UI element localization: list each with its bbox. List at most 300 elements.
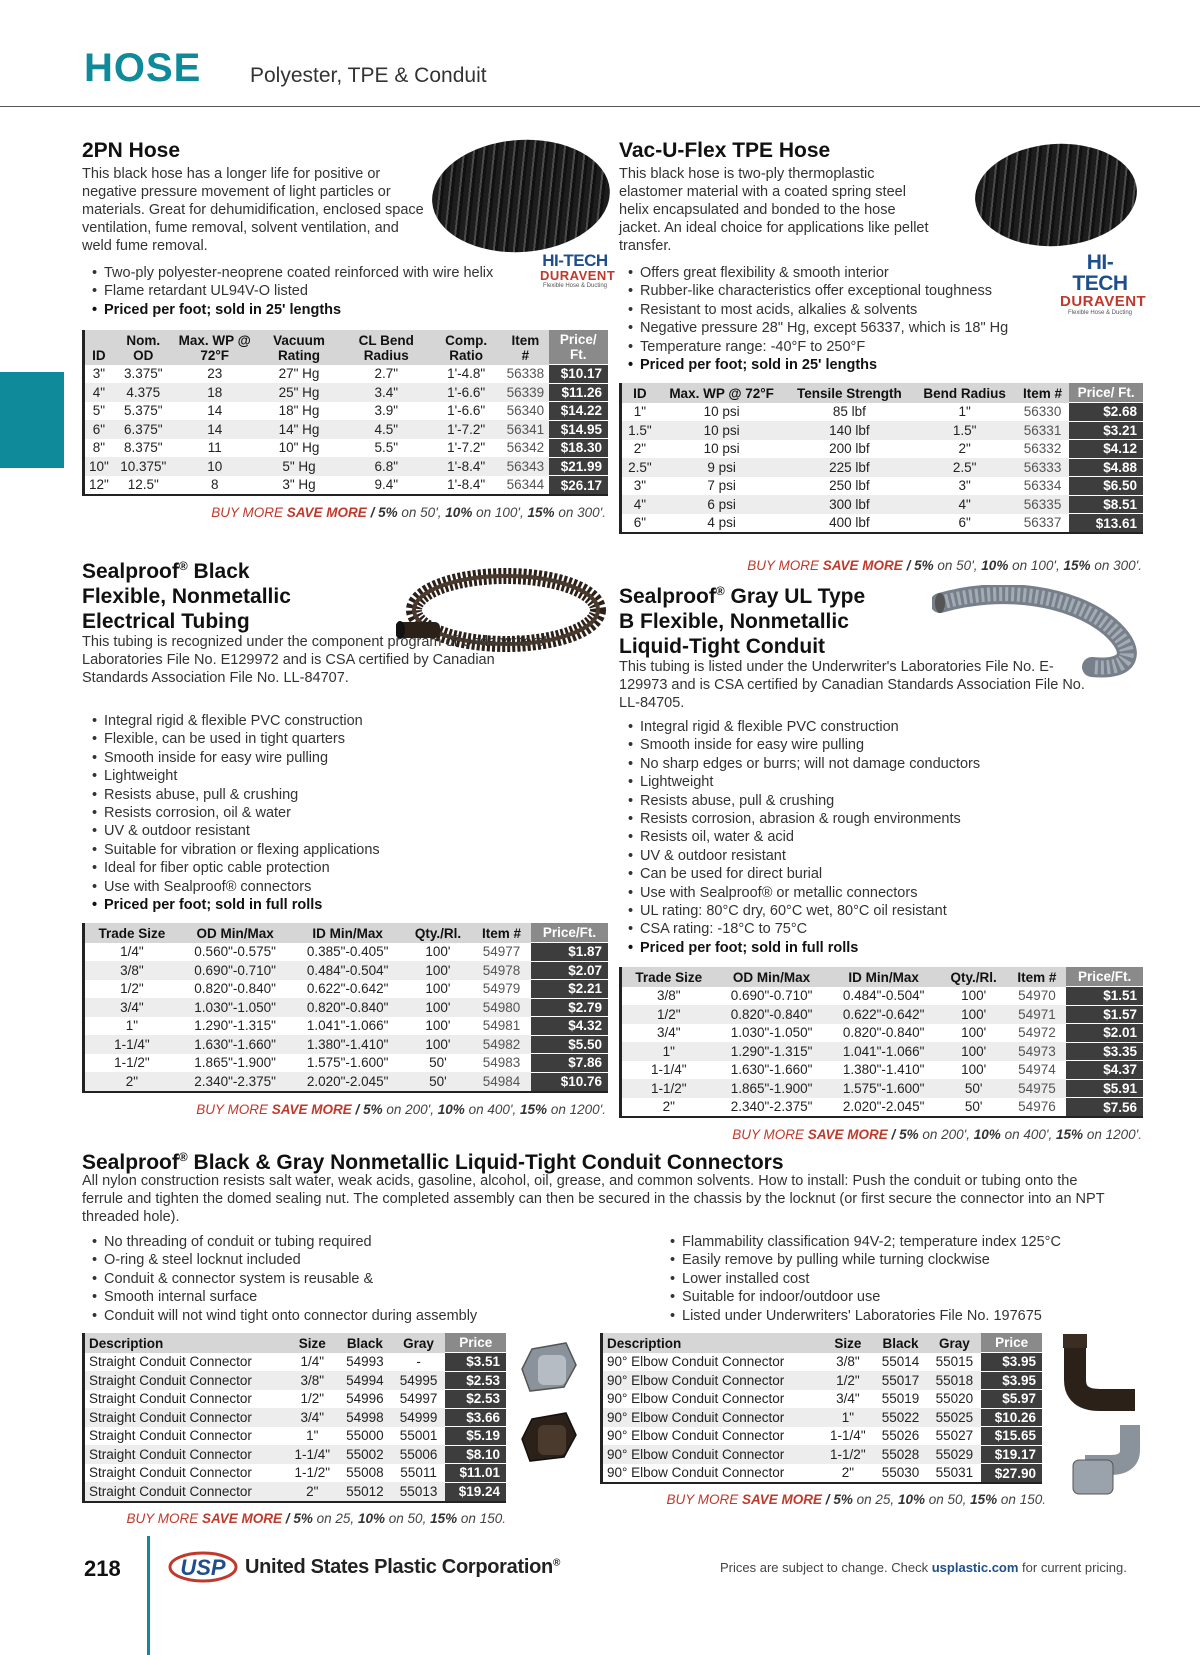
buy-more-sealproof-black: BUY MORE SAVE MORE / 5% on 200', 10% on 400', 15% on 1200'. (196, 1102, 606, 1117)
page-subtitle: Polyester, TPE & Conduit (250, 64, 487, 87)
table-cell: 5.375" (124, 403, 163, 419)
table-cell: 100' (425, 1018, 451, 1034)
table-row (85, 365, 608, 384)
table-cell: 1'-7.2" (430, 420, 502, 439)
price-cell: $6.50 (1069, 477, 1143, 496)
hose-vacuflex-image (972, 138, 1141, 251)
table-2pn-hose (82, 330, 608, 496)
table-cell: 3.375" (124, 366, 163, 382)
buy-more-elbow: BUY MORE SAVE MORE / 5% on 25, 10% on 50, 15% on 150. (666, 1492, 1046, 1507)
price-cell: $2.07 (531, 961, 608, 980)
table-cell: 4.375 (113, 383, 174, 402)
table-header-cell: Max. WP @ 72°F (658, 383, 786, 403)
bullets-sealproof-black (92, 712, 512, 914)
table-cell: 6.8" (342, 457, 430, 476)
price-cell: $5.50 (531, 1035, 608, 1054)
bullet-item: • Smooth inside for easy wire pulling (92, 749, 512, 767)
table-cell: 1.030"-1.050" (179, 998, 292, 1017)
price-cell: $15.65 (981, 1427, 1042, 1446)
table-cell: 90° Elbow Conduit Connector (607, 1428, 785, 1444)
table-header-cell: Size (287, 1333, 338, 1353)
table-cell: 54971 (1008, 1005, 1067, 1024)
hose-2pn-image (428, 134, 613, 258)
bullet-item: • Resists corrosion, oil & water (92, 804, 512, 822)
bullet-item: • Lightweight (628, 773, 1098, 791)
table-row (622, 1098, 1143, 1117)
table-cell: 56333 (1016, 458, 1069, 477)
table-row (622, 403, 1143, 422)
table-header-cell: Gray (927, 1333, 981, 1353)
bullet-item: • Flame retardant UL94V-O listed (92, 282, 572, 300)
table-row (85, 1371, 506, 1390)
table-row (85, 1445, 506, 1464)
table-cell: 1.290"-1.315" (716, 1042, 828, 1061)
table-cell: 55008 (346, 1465, 384, 1481)
pricing-note: Prices are subject to change. Check usplastic.com for current pricing. (720, 1560, 1127, 1575)
table-row (603, 1445, 1042, 1464)
bullet-item: • Flexible, can be used in tight quarters (92, 730, 512, 748)
table-row (622, 458, 1143, 477)
table-header-cell: Description (85, 1333, 287, 1353)
table-cell: 5.5" (374, 440, 399, 456)
bullet-item: • UL rating: 80°C dry, 60°C wet, 80°C oil resistant (628, 902, 1098, 920)
table-cell: 56343 (502, 457, 548, 476)
price-cell: $21.99 (549, 457, 608, 476)
table-cell: 55028 (874, 1445, 928, 1464)
table-cell: 14 (207, 403, 223, 419)
table-cell: 1" (958, 404, 971, 420)
table-cell: 1.865"-1.900" (194, 1055, 276, 1071)
table-header-cell: ID Min/Max (291, 923, 404, 943)
table-cell: 55014 (881, 1354, 920, 1370)
table-row (622, 1079, 1143, 1098)
table-cell: 56337 (1023, 515, 1062, 531)
table-cell: 6" (633, 515, 647, 531)
table-cell: 9 psi (658, 458, 786, 477)
table-cell: 2" (662, 1099, 675, 1115)
table-cell: 27" Hg (278, 366, 320, 382)
table-header-cell: Price/ Ft. (549, 330, 608, 365)
table-cell: 55022 (874, 1408, 928, 1427)
table-row (85, 457, 608, 476)
section-desc-sealproof-gray: This tubing is listed under the Underwriter's Laboratories File No. E-129973 and is CSA certified by Canadian Standards Association File No. LL-84705. (619, 659, 1085, 711)
table-row (85, 1353, 506, 1372)
table-cell: 1-1/2" (622, 1079, 716, 1098)
table-header-cell: ID (85, 330, 113, 365)
table-cell: 1.380"-1.410" (291, 1035, 404, 1054)
table-header-cell: Bend Radius (913, 383, 1016, 403)
buy-more-straight: BUY MORE SAVE MORE / 5% on 25, 10% on 50, 15% on 150. (126, 1511, 506, 1526)
price-cell: $8.51 (1069, 495, 1143, 514)
table-cell: 0.385"-0.405" (306, 944, 389, 960)
table-cell: 55006 (392, 1445, 446, 1464)
table-cell: 3/8" (85, 961, 179, 980)
table-header-cell: Nom. OD (113, 330, 174, 365)
table-row (85, 1427, 506, 1446)
table-cell: 100' (940, 1005, 1008, 1024)
table-cell: 54993 (346, 1354, 384, 1370)
table-cell: 90° Elbow Conduit Connector (603, 1445, 822, 1464)
table-cell: 55019 (881, 1391, 920, 1407)
table-cell: 54979 (482, 981, 521, 997)
table-cell: 3" (92, 366, 106, 382)
bullet-item: • Smooth internal surface (92, 1288, 572, 1306)
table-row (85, 1054, 608, 1073)
table-cell: 50' (404, 1072, 472, 1091)
price-cell: $8.10 (445, 1445, 506, 1464)
table-cell: 6" (958, 515, 971, 531)
bullet-item: • Two-ply polyester-neoprene coated reinforced with wire helix (92, 264, 572, 282)
table-cell: 50' (964, 1099, 983, 1115)
table-row (85, 476, 608, 495)
spec-table (622, 967, 1143, 1116)
table-cell: 23 (207, 366, 223, 382)
buy-more-vacuflex: BUY MORE SAVE MORE / 5% on 50', 10% on 100', 15% on 300'. (747, 558, 1142, 573)
bullet-item: • Resists abuse, pull & crushing (628, 792, 1098, 810)
section-desc-sealproof-black: This tubing is recognized under the component program of Underwriters' Laboratories File No. E129972 and is CSA certified by Canadian Standards Association File No. LL-84707. (82, 634, 547, 686)
table-row (622, 477, 1143, 496)
table-row (603, 1464, 1042, 1483)
table-cell: 2.020"-2.045" (291, 1072, 404, 1091)
table-cell: 9.4" (374, 477, 399, 493)
table-cell: 1'-6.6" (430, 383, 502, 402)
bullet-item: • Suitable for vibration or flexing applications (92, 841, 512, 859)
bullet-item: • Integral rigid & flexible PVC construction (628, 718, 1098, 736)
price-cell: $11.01 (445, 1464, 506, 1483)
table-header-cell: Price (981, 1333, 1042, 1353)
table-row (85, 402, 608, 421)
usp-logo (168, 1551, 238, 1583)
table-cell: 140 lbf (785, 421, 913, 440)
table-header-cell: Price/Ft. (531, 923, 608, 943)
table-cell: 18 (174, 383, 256, 402)
price-cell: $3.95 (981, 1371, 1042, 1390)
bullet-item-pricing: • Priced per foot; sold in full rolls (92, 896, 512, 914)
bullet-item: • No sharp edges or burrs; will not damage conductors (628, 755, 1098, 773)
website-link[interactable]: usplastic.com (931, 1560, 1019, 1575)
table-cell: 56334 (1023, 478, 1062, 494)
table-header-cell: Item # (1016, 383, 1069, 403)
table-cell: 1-1/4" (650, 1062, 687, 1078)
table-cell: 56331 (1016, 421, 1069, 440)
bullet-item: • Suitable for indoor/outdoor use (670, 1288, 1150, 1306)
table-cell: 90° Elbow Conduit Connector (603, 1371, 822, 1390)
table-cell: 11 (207, 440, 222, 456)
table-cell: 56332 (1023, 441, 1062, 457)
table-cell: 1.630"-1.660" (179, 1035, 292, 1054)
price-cell: $7.86 (531, 1054, 608, 1073)
table-row (603, 1408, 1042, 1427)
section-title-sealproof-gray: Sealproof® Gray UL Type B Flexible, Nonmetallic Liquid-Tight Conduit (619, 584, 866, 658)
bullet-item: • Can be used for direct burial (628, 865, 1098, 883)
table-cell: Straight Conduit Connector (85, 1371, 287, 1390)
bullet-item: • Conduit will not wind tight onto connector during assembly (92, 1307, 572, 1325)
bullet-item: • Use with Sealproof® or metallic connectors (628, 884, 1098, 902)
table-cell: 1'-4.8" (447, 366, 486, 382)
table-header-cell: Trade Size (622, 967, 716, 987)
table-header-cell: Vacuum Rating (256, 330, 343, 365)
bullet-item: • UV & outdoor resistant (628, 847, 1098, 865)
price-cell: $27.90 (981, 1464, 1042, 1483)
table-header-cell: Item # (472, 923, 531, 943)
table-row (622, 440, 1143, 459)
table-cell: Straight Conduit Connector (89, 1391, 252, 1407)
table-cell: 0.560"-0.575" (194, 944, 276, 960)
table-cell: 54974 (1018, 1062, 1056, 1078)
header-divider (0, 106, 1200, 107)
table-cell: 3" (958, 478, 971, 494)
price-cell: $5.19 (445, 1427, 506, 1446)
table-row (85, 1035, 608, 1054)
price-cell: $2.79 (531, 998, 608, 1017)
table-cell: 1" (125, 1018, 139, 1034)
table-cell: 56344 (506, 477, 545, 493)
table-cell: 1.630"-1.660" (730, 1062, 813, 1078)
table-cell: 3/4" (85, 998, 179, 1017)
table-cell: 1" (633, 404, 647, 420)
price-cell: $10.26 (981, 1408, 1042, 1427)
table-cell: 1.575"-1.600" (828, 1079, 940, 1098)
table-header-cell: Price/ Ft. (1069, 383, 1143, 403)
price-cell: $2.53 (445, 1390, 506, 1409)
table-cell: 2.5" (622, 458, 658, 477)
table-row (85, 439, 608, 458)
table-cell: 2.020"-2.045" (842, 1099, 925, 1115)
footer-divider (147, 1536, 150, 1655)
buy-more-2pn: BUY MORE SAVE MORE / 5% on 50', 10% on 100', 15% on 300'. (211, 505, 606, 520)
bullet-item: • CSA rating: -18°C to 75°C (628, 920, 1098, 938)
table-header-cell: ID Min/Max (828, 967, 940, 987)
price-cell: $10.76 (531, 1072, 608, 1091)
price-cell: $1.51 (1066, 987, 1143, 1006)
table-cell: 1-1/2" (114, 1055, 150, 1071)
table-header-cell: Price (445, 1333, 506, 1353)
page-title: HOSE (84, 46, 202, 90)
price-cell: $3.21 (1069, 421, 1143, 440)
table-cell: 100' (404, 998, 472, 1017)
table-row (622, 1042, 1143, 1061)
table-row (85, 943, 608, 962)
table-cell: 2" (287, 1482, 338, 1501)
table-cell: 54982 (472, 1035, 531, 1054)
table-cell: 54995 (392, 1371, 446, 1390)
table-cell: 4 psi (707, 515, 736, 531)
table-cell: 14" Hg (256, 420, 343, 439)
elbow-connector-images (1055, 1330, 1150, 1500)
table-row (85, 420, 608, 439)
table-cell: 2.340"-2.375" (730, 1099, 813, 1115)
table-cell: 0.484"-0.504" (291, 961, 404, 980)
bullet-item: • Conduit & connector system is reusable & (92, 1270, 572, 1288)
table-cell: 0.484"-0.504" (842, 988, 925, 1004)
bullet-item: • Resists oil, water & acid (628, 828, 1098, 846)
table-cell: 2.7" (374, 366, 399, 382)
table-cell: 1.290"-1.315" (194, 1018, 276, 1034)
table-cell: 14 (174, 420, 256, 439)
bullet-item: • No threading of conduit or tubing required (92, 1233, 572, 1251)
table-cell: 1'-6.6" (447, 403, 486, 419)
table-cell: 55013 (392, 1482, 446, 1501)
table-cell: 12" (89, 477, 109, 493)
table-cell: 18" Hg (278, 403, 320, 419)
table-cell: 54972 (1018, 1025, 1056, 1041)
table-header-cell: Trade Size (85, 923, 179, 943)
table-cell: 225 lbf (785, 458, 913, 477)
price-cell: $10.17 (549, 365, 608, 384)
table-cell: 0.690"-0.710" (179, 961, 292, 980)
section-title-connectors: Sealproof® Black & Gray Nonmetallic Liquid-Tight Conduit Connectors (82, 1150, 784, 1174)
price-cell: $5.97 (981, 1390, 1042, 1409)
table-header-cell: Item # (502, 330, 548, 365)
section-desc-2pn-hose: This black hose has a longer life for positive or negative pressure movement of light particles or materials. Great for dehumidification, enclosed space ventilation, fume removal, solvent ventilation, and weld fume removal. (82, 166, 424, 254)
table-row (603, 1371, 1042, 1390)
bullet-item: • Negative pressure 28" Hg, except 56337, which is 18" Hg (628, 319, 1048, 337)
table-cell: 3" (633, 478, 647, 494)
company-name: United States Plastic Corporation® (245, 1556, 561, 1578)
table-cell: 54994 (338, 1371, 392, 1390)
table-cell: 7 psi (707, 478, 736, 494)
table-row (622, 1024, 1143, 1043)
table-cell: 90° Elbow Conduit Connector (607, 1465, 785, 1481)
table-header-cell: OD Min/Max (716, 967, 828, 987)
table-row (85, 1464, 506, 1483)
price-cell: $14.22 (549, 402, 608, 421)
table-cell: 3/8" (836, 1354, 860, 1370)
table-cell: 55017 (874, 1371, 928, 1390)
table-row (622, 1061, 1143, 1080)
table-cell: Straight Conduit Connector (85, 1445, 287, 1464)
table-header-cell: Tensile Strength (785, 383, 913, 403)
table-cell: 55000 (346, 1428, 384, 1444)
hitech-duravent-logo: HI-TECH DURAVENT Flexible Hose & Ducting (1060, 251, 1147, 316)
table-cell: 54983 (482, 1055, 521, 1071)
table-cell: 10 psi (658, 421, 786, 440)
price-cell: $5.91 (1066, 1079, 1143, 1098)
table-cell: 0.820"-0.840" (194, 981, 276, 997)
table-cell: 55020 (935, 1391, 974, 1407)
table-cell: 55030 (881, 1465, 920, 1481)
bullet-item-pricing: • Priced per foot; sold in full rolls (628, 939, 1098, 957)
table-cell: 55025 (927, 1408, 981, 1427)
table-cell: 1" (306, 1428, 319, 1444)
table-cell: 10 psi (703, 404, 740, 420)
table-cell: 25" Hg (256, 383, 343, 402)
table-cell: 56340 (506, 403, 545, 419)
table-cell: 8 (210, 477, 219, 493)
table-cell: 1/4" (120, 944, 144, 960)
spec-table (85, 1333, 506, 1501)
price-cell: $3.35 (1066, 1042, 1143, 1061)
table-cell: 0.690"-0.710" (730, 988, 813, 1004)
table-header-cell: Description (603, 1333, 822, 1353)
table-cell: 54981 (482, 1018, 521, 1034)
table-cell: 200 lbf (829, 441, 870, 457)
bullet-item: • Ideal for fiber optic cable protection (92, 859, 512, 877)
table-cell: 90° Elbow Conduit Connector (607, 1391, 785, 1407)
table-cell: 54977 (482, 944, 521, 960)
bullet-item: • Rubber-like characteristics offer exceptional toughness (628, 282, 1048, 300)
table-cell: 1" (822, 1408, 874, 1427)
section-title-vacuflex: Vac-U-Flex TPE Hose (619, 139, 831, 162)
price-cell: $19.24 (445, 1482, 506, 1501)
price-cell: $19.17 (981, 1445, 1042, 1464)
price-cell: $14.95 (549, 420, 608, 439)
table-cell: 300 lbf (785, 495, 913, 514)
price-cell: $7.56 (1066, 1098, 1143, 1117)
price-cell: $3.95 (981, 1353, 1042, 1372)
table-cell: 5" (92, 403, 106, 419)
table-cell: 56338 (506, 366, 545, 382)
bullet-item: • Lower installed cost (670, 1270, 1150, 1288)
table-cell: 0.622"-0.642" (306, 981, 389, 997)
table-cell: 54970 (1018, 988, 1056, 1004)
table-cell: 6" (85, 420, 113, 439)
bullet-item: • UV & outdoor resistant (92, 822, 512, 840)
table-cell: 3/8" (287, 1371, 338, 1390)
table-cell: 0.622"-0.642" (828, 1005, 940, 1024)
table-row (85, 980, 608, 999)
table-elbow-connectors (600, 1333, 1042, 1484)
section-title-2pn-hose: 2PN Hose (82, 139, 181, 162)
table-row (85, 1408, 506, 1427)
table-cell: 2.5" (913, 458, 1016, 477)
table-cell: 1-1/4" (287, 1445, 338, 1464)
table-cell: 56330 (1023, 404, 1062, 420)
table-cell: 400 lbf (829, 515, 870, 531)
bullet-item: • Integral rigid & flexible PVC construction (92, 712, 512, 730)
table-cell: 100' (425, 981, 451, 997)
table-cell: 3/8" (656, 988, 681, 1004)
table-row (85, 1017, 608, 1036)
bullet-item-pricing: • Priced per foot; sold in 25' lengths (628, 356, 1048, 374)
table-cell: 55026 (881, 1428, 920, 1444)
table-row (622, 514, 1143, 533)
table-vacuflex (619, 383, 1143, 534)
table-cell: 100' (961, 988, 987, 1004)
table-cell: 54984 (472, 1072, 531, 1091)
table-cell: 6 psi (658, 495, 786, 514)
table-row (603, 1427, 1042, 1446)
price-cell: $1.57 (1066, 1005, 1143, 1024)
page-number: 218 (84, 1556, 121, 1581)
table-header-cell: CL Bend Radius (342, 330, 430, 365)
table-cell: 1/2" (120, 981, 144, 997)
table-cell: 100' (404, 1035, 472, 1054)
bullets-vacuflex (628, 264, 1048, 374)
table-cell: 10" (85, 457, 113, 476)
bullet-item: • Temperature range: -40°F to 250°F (628, 338, 1048, 356)
table-cell: 100' (961, 1025, 987, 1041)
table-cell: 54980 (472, 998, 531, 1017)
table-row (622, 421, 1143, 440)
table-cell: 55001 (399, 1428, 438, 1444)
table-cell: 100' (940, 1042, 1008, 1061)
table-cell: 55011 (400, 1465, 437, 1481)
table-cell: 1.5" (622, 421, 658, 440)
table-cell: 1" (622, 1042, 716, 1061)
table-cell: Straight Conduit Connector (85, 1408, 287, 1427)
spec-table (603, 1333, 1042, 1482)
table-cell: 2.340"-2.375" (179, 1072, 292, 1091)
bullets-connectors-left (92, 1233, 572, 1325)
table-cell: 1'-7.2" (447, 440, 486, 456)
table-cell: 1-1/2" (822, 1445, 874, 1464)
table-cell: 8.375" (124, 440, 163, 456)
section-title-sealproof-black: Sealproof® Black Flexible, Nonmetallic Electrical Tubing (82, 559, 291, 633)
bullet-item: • Offers great flexibility & smooth interior (628, 264, 1048, 282)
table-cell: 100' (961, 1062, 987, 1078)
table-cell: 55015 (935, 1354, 974, 1370)
